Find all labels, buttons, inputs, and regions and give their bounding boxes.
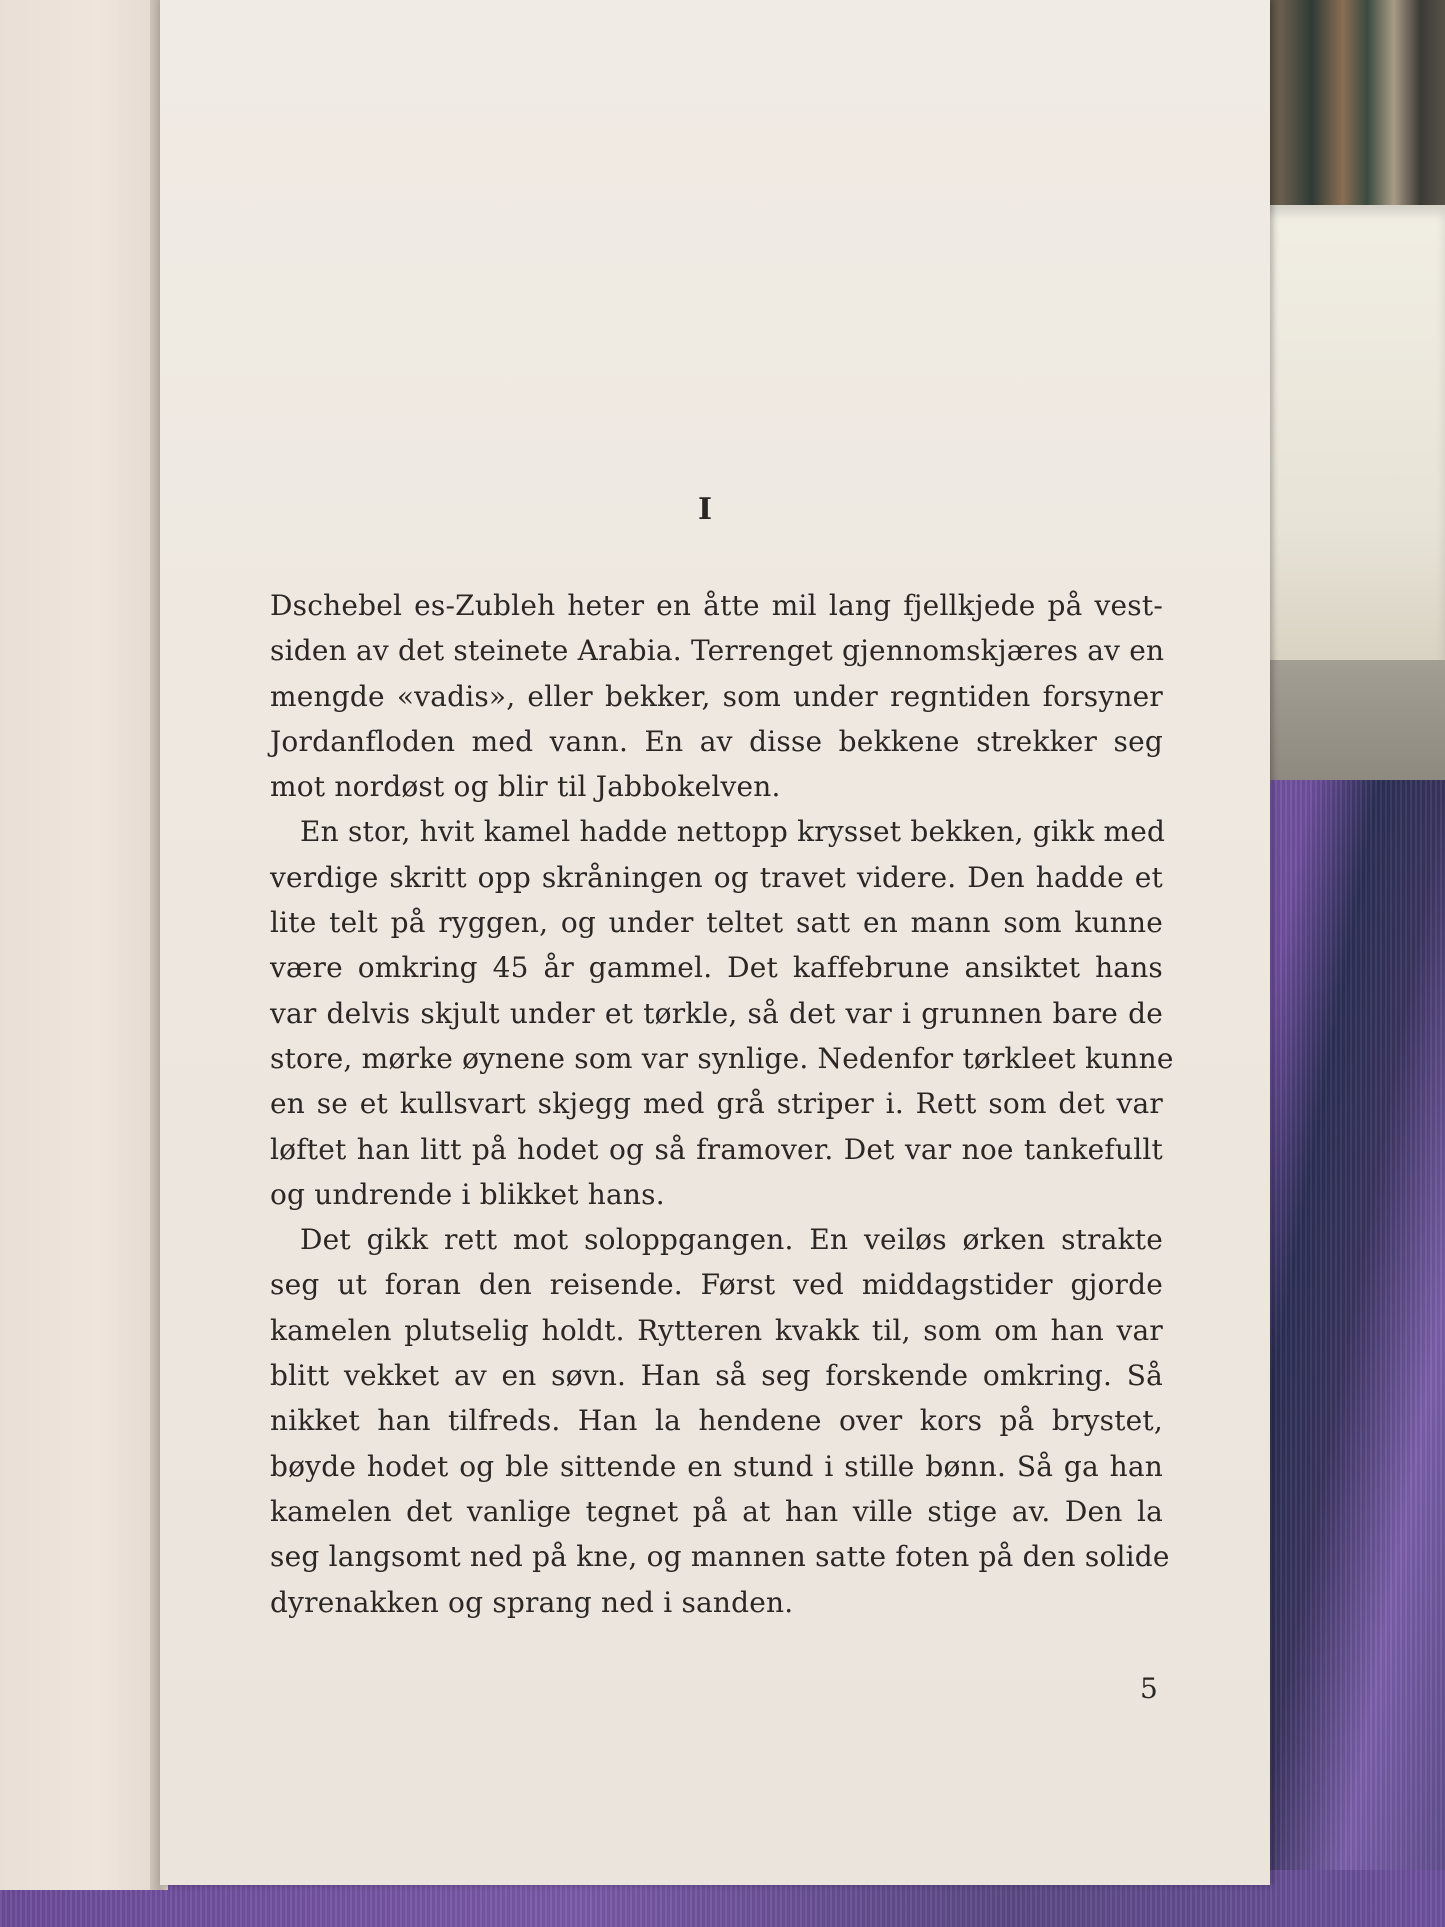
body-text — [270, 583, 1174, 1625]
text-line: seg langsomt ned på kne, og mannen satte foten på den solide — [270, 1540, 1170, 1574]
text-line: være omkring 45 år gammel. Det kaffebrune ansiktet hans — [270, 951, 1163, 985]
text-line: kamelen det vanlige tegnet på at han ville stige av. Den la — [270, 1494, 1163, 1528]
page-number: 5 — [1140, 1672, 1158, 1705]
text-line: nikket han tilfreds. Han la hendene over kors på brystet, — [270, 1404, 1163, 1438]
text-line: dyrenakken og sprang ned i sanden. — [270, 1585, 794, 1619]
text-line: bøyde hodet og ble sittende en stund i stille bønn. Så ga han — [270, 1449, 1163, 1483]
text-line: Jordanfloden med vann. En av disse bekkene strekker seg — [270, 724, 1163, 758]
text-line: Dschebel es-Zubleh heter en åtte mil lang fjellkjede på vest- — [270, 589, 1163, 622]
text-line: lite telt på ryggen, og under teltet satt en mann som kunne — [270, 906, 1163, 940]
text-line: kamelen plutselig holdt. Rytteren kvakk til, som om han var — [270, 1313, 1163, 1347]
text-line: løftet han litt på hodet og så framover. Det var noe tankefullt — [270, 1132, 1163, 1166]
text-line: og undrende i blikket hans. — [270, 1177, 665, 1211]
background-shelf — [1240, 205, 1445, 665]
text-line: siden av det steinete Arabia. Terrenget gjennomskjæres av en — [270, 634, 1165, 668]
text-line: blitt vekket av en søvn. Han så seg forskende omkring. Så — [270, 1359, 1163, 1393]
text-line: Det gikk rett mot soloppgangen. En veiløs ørken strakte — [300, 1223, 1163, 1257]
text-line: seg ut foran den reisende. Først ved middagstider gjorde — [270, 1268, 1163, 1302]
background-shelf-shadow — [1240, 660, 1445, 780]
text-line: en se et kullsvart skjegg med grå striper i. Rett som det var — [270, 1087, 1163, 1121]
text-line: verdige skritt opp skråningen og travet videre. Den hadde et — [270, 860, 1163, 894]
text-line: store, mørke øynene som var synlige. Nedenfor tørkleet kunne — [270, 1041, 1174, 1075]
background-bookshelf — [1240, 0, 1445, 230]
text-line: var delvis skjult under et tørkle, så det var i grunnen bare de — [270, 996, 1163, 1030]
text-line: mot nordøst og blir til Jabbokelven. — [270, 770, 781, 804]
chapter-number: I — [697, 492, 713, 527]
text-line: mengde «vadis», eller bekker, som under regntiden forsyner — [270, 679, 1163, 713]
text-line: En stor, hvit kamel hadde nettopp krysset bekken, gikk med — [300, 815, 1166, 849]
left-page — [0, 0, 165, 1890]
